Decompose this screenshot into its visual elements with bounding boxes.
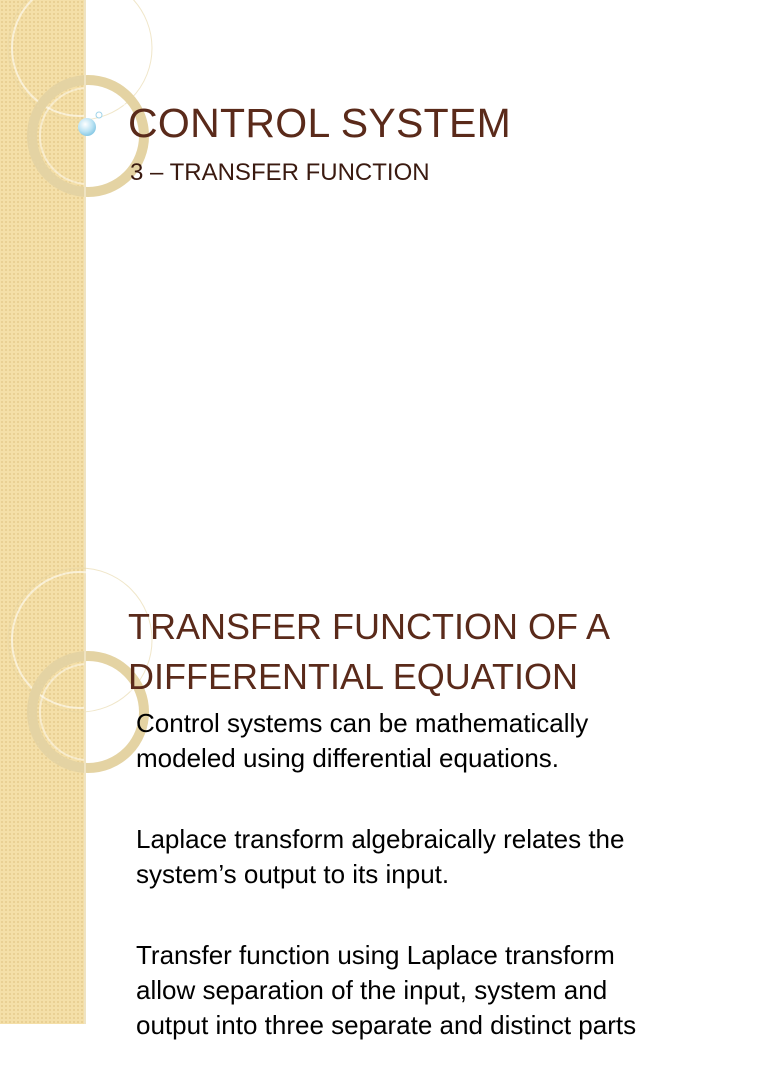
strip-edge [84, 576, 86, 1024]
bullet-item [136, 706, 756, 776]
bullet-line: output into three separate and distinct parts [136, 1010, 637, 1040]
bullet-line: Transfer function using Laplace transform [136, 940, 615, 970]
ring-decoration-icon [0, 576, 84, 1024]
bullet-line: system’s output to its input. [136, 859, 450, 889]
bullet-list [136, 706, 756, 1089]
bullet-item [136, 938, 756, 1043]
side-strip [0, 0, 84, 576]
slide-title: CONTROL SYSTEM [128, 100, 512, 146]
ring-decoration-icon [0, 0, 84, 576]
heading-line: TRANSFER FUNCTION OF A [128, 606, 611, 647]
heading-line: DIFFERENTIAL EQUATION [128, 656, 579, 697]
slide-subtitle: 3 – TRANSFER FUNCTION [130, 159, 430, 186]
bullet-line: allow separation of the input, system and [136, 975, 608, 1005]
bullet-line: modeled using differential equations. [136, 743, 560, 773]
slide-heading [128, 602, 610, 702]
bullet-item [136, 822, 756, 892]
bullet-line: Laplace transform algebraically relates the [136, 824, 625, 854]
content-slide [0, 576, 768, 1040]
bullet-line: Control systems can be mathematically [136, 708, 589, 738]
side-strip [0, 576, 84, 1024]
strip-edge [84, 0, 86, 576]
blue-dot-icon [74, 108, 106, 140]
